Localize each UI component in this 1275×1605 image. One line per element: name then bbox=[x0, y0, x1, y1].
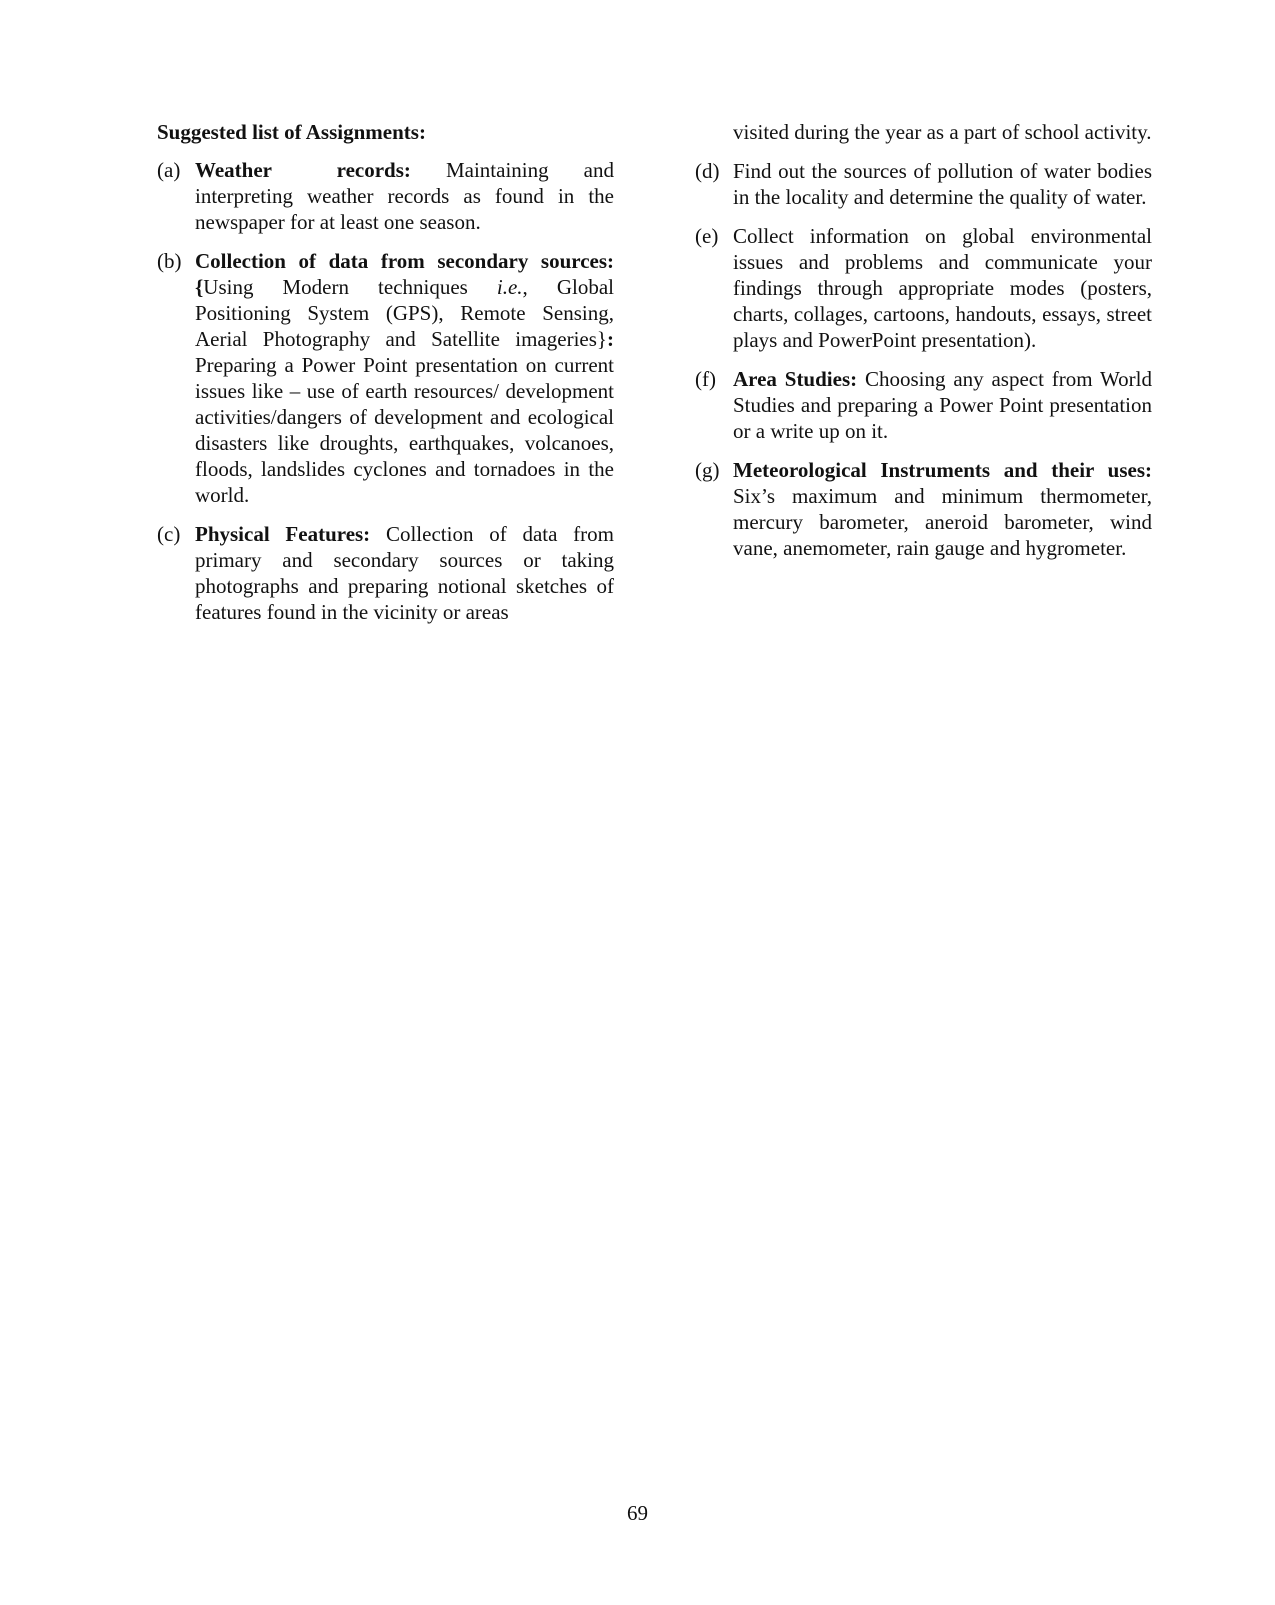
page-number: 69 bbox=[627, 1501, 648, 1525]
item-title: Collection of data from secondary sources: bbox=[195, 249, 614, 273]
assignment-item-g bbox=[695, 457, 1152, 561]
right-column bbox=[695, 119, 1152, 574]
assignment-item-c bbox=[157, 521, 614, 625]
item-title: Area Studies: bbox=[733, 367, 858, 391]
item-title: Weather records: bbox=[195, 158, 411, 182]
item-marker: (e) bbox=[695, 224, 719, 248]
section-heading: Suggested list of Assignments: bbox=[157, 120, 426, 144]
brace-close: } bbox=[596, 327, 607, 351]
item-marker: (g) bbox=[695, 458, 720, 482]
item-text: Preparing a Power Point presentation on current issues like – use of earth resources/ development activities/dangers of development and ecological disasters like droughts, earthquakes, volcanoes, floods, landslides cyclones and tornadoes in the world. bbox=[195, 353, 614, 507]
item-title: Physical Features: bbox=[195, 522, 371, 546]
assignment-item-c-continuation: visited during the year as a part of school activity. bbox=[733, 120, 1152, 144]
item-text: Using Modern techniques bbox=[203, 275, 497, 299]
item-marker: (d) bbox=[695, 159, 720, 183]
item-text: Find out the sources of pollution of water bodies in the locality and determine the quality of water. bbox=[733, 159, 1152, 209]
item-text: Six’s maximum and minimum thermometer, mercury barometer, aneroid barometer, wind vane, anemometer, rain gauge and hygrometer. bbox=[733, 484, 1152, 560]
item-marker: (c) bbox=[157, 522, 181, 546]
item-marker: (b) bbox=[157, 249, 182, 273]
colon: : bbox=[607, 327, 614, 351]
assignment-item-f bbox=[695, 366, 1152, 444]
item-text: Collection of data from primary and secondary sources or taking photographs and preparing notional sketches of features found in the vicinity or areas bbox=[195, 522, 615, 624]
item-marker: (f) bbox=[695, 367, 716, 391]
item-text: , Global Positioning System (GPS), Remote Sensing, Aerial Photography and Satellite imageries bbox=[195, 275, 614, 351]
assignment-item-b bbox=[157, 248, 614, 508]
assignment-item-e bbox=[695, 223, 1152, 353]
item-text: Choosing any aspect from World Studies and preparing a Power Point presentation or a write up on it. bbox=[733, 367, 1153, 443]
assignment-item-d bbox=[695, 158, 1152, 210]
assignment-item-a bbox=[157, 157, 614, 235]
item-text: Maintaining and interpreting weather records as found in the newspaper for at least one season. bbox=[195, 158, 614, 234]
item-text: Collect information on global environmental issues and problems and communicate your findings through appropriate modes (posters, charts, collages, cartoons, handouts, essays, street plays and PowerPoint presentation). bbox=[733, 224, 1152, 352]
italic-abbreviation: i.e. bbox=[496, 275, 523, 299]
brace-open: { bbox=[195, 275, 204, 299]
item-title: Meteorological Instruments and their uses: bbox=[733, 458, 1152, 482]
item-marker: (a) bbox=[157, 158, 181, 182]
left-column bbox=[157, 119, 614, 638]
